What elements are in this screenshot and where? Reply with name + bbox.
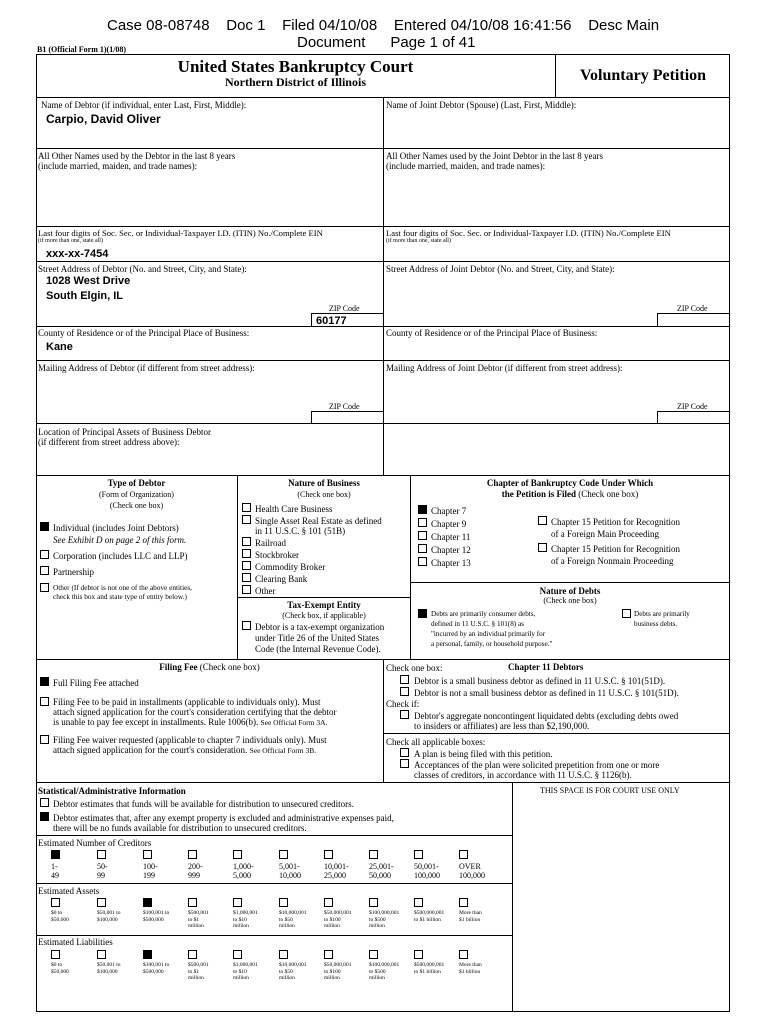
waiver-line2 xyxy=(53,745,316,756)
liabilities-label-7-2: to $100 xyxy=(324,968,341,975)
debtor-mailing-label: Mailing Address of Debtor (if different from street address): xyxy=(38,363,255,373)
waiver-line2-text: attach signed application for the court's consideration. xyxy=(53,745,248,755)
assets-label-5-2: to $10 xyxy=(233,916,247,923)
tax-exempt-title: Tax-Exempt Entity xyxy=(287,600,361,610)
creditors-label-5-2: 5,000 xyxy=(233,871,251,880)
filed-date: Filed 04/10/08 xyxy=(282,17,378,34)
nature-business-title: Nature of Business xyxy=(288,478,360,488)
case-number: Case 08-08748 xyxy=(107,17,210,34)
installment-line3-text: is unable to pay fee except in installments. Rule 1006(b). xyxy=(53,717,259,727)
liabilities-checkbox-3[interactable] xyxy=(143,950,152,959)
liabilities-label-1-1: $0 to xyxy=(51,962,63,968)
creditors-label-7-2: 25,000 xyxy=(324,871,346,880)
creditors-label-1-1: 1- xyxy=(51,862,58,871)
installment-form-ref: See Official Form 3A. xyxy=(260,718,328,727)
ch11-check-if: Check if: xyxy=(386,699,420,709)
creditors-label-3-1: 100- xyxy=(143,862,158,871)
other-entity-checkbox[interactable] xyxy=(40,583,49,592)
creditors-label-6-1: 5,001- xyxy=(279,862,300,871)
railroad-label: Railroad xyxy=(255,538,286,548)
creditors-label-3-2: 199 xyxy=(143,871,155,880)
creditors-label-9-2: 100,000 xyxy=(414,871,440,880)
assets-label-4-3: million xyxy=(188,923,204,929)
funds-available-checkbox[interactable] xyxy=(40,798,49,807)
chapter-9-label: Chapter 9 xyxy=(431,519,467,529)
liabilities-label-4-1: $500,001 xyxy=(188,962,209,968)
debtor-other-names-label: All Other Names used by the Debtor in the last 8 years xyxy=(38,151,236,161)
creditors-label-2-1: 50- xyxy=(97,862,108,871)
creditors-label: Estimated Number of Creditors xyxy=(38,838,152,848)
consumer-debts-line3: "incurred by an individual primarily for xyxy=(431,630,546,638)
acceptances-line1: Acceptances of the plan were solicited prepetition from one or more xyxy=(414,760,660,770)
creditors-label-8-2: 50,000 xyxy=(369,871,391,880)
consumer-debts-line4: a personal, family, or household purpose." xyxy=(431,640,553,648)
creditors-label-10-2: 100,000 xyxy=(459,871,485,880)
assets-label-1-1: $0 to xyxy=(51,910,63,916)
consumer-debts-line1: Debts are primarily consumer debts, xyxy=(431,610,536,618)
chapter-15-main-line2: of a Foreign Main Proceeding xyxy=(551,529,659,539)
tax-exempt-checkbox[interactable] xyxy=(242,621,251,630)
liabilities-label-10-2: $1 billion xyxy=(459,968,481,975)
chapter-15-nonmain-checkbox[interactable] xyxy=(538,543,547,552)
assets-checkbox-9[interactable] xyxy=(414,898,423,907)
creditors-label-1-2: 49 xyxy=(51,871,59,880)
liabilities-label-1-2: $50,000 xyxy=(51,968,69,975)
case-stamp-line2 xyxy=(297,35,475,51)
creditors-checkbox-1[interactable] xyxy=(51,850,60,859)
liabilities-label-4-2: to $1 xyxy=(188,968,200,975)
business-debts-checkbox[interactable] xyxy=(622,609,631,618)
debtor-zip: 60177 xyxy=(316,315,347,327)
joint-mailing-label: Mailing Address of Joint Debtor (if different from street address): xyxy=(386,363,623,373)
single-asset-label: Single Asset Real Estate as defined xyxy=(255,516,382,526)
corporation-label: Corporation (includes LLC and LLP) xyxy=(53,551,188,561)
chapter-title2-sub: (Check one box) xyxy=(578,489,639,499)
doc-number: Doc 1 xyxy=(226,17,266,34)
liabilities-label-4-3: million xyxy=(188,975,204,981)
joint-name-label: Name of Joint Debtor (Spouse) (Last, First, Middle): xyxy=(386,100,577,110)
assets-label-2-1: $50,001 to xyxy=(97,910,121,916)
funds-available-label: Debtor estimates that funds will be available for distribution to unsecured creditors. xyxy=(53,799,354,809)
creditors-checkbox-5[interactable] xyxy=(233,850,242,859)
liabilities-label-3-1: $100,001 to xyxy=(143,962,170,968)
creditors-label-2-2: 99 xyxy=(97,871,105,880)
single-asset-checkbox[interactable] xyxy=(242,515,251,524)
debtor-ssn-sub: (if more than one, state all) xyxy=(38,238,103,244)
fee-waiver-checkbox[interactable] xyxy=(40,735,49,744)
assets-checkbox-5[interactable] xyxy=(233,898,242,907)
liabilities-label-9-2: to $1 billion xyxy=(414,968,441,975)
clearing-bank-label: Clearing Bank xyxy=(255,574,308,584)
debtor-street1: 1028 West Drive xyxy=(46,275,131,287)
entered-date: Entered 04/10/08 16:41:56 xyxy=(393,17,572,34)
assets-label-2-2: $100,000 xyxy=(97,916,118,923)
liabilities-label-8-2: to $500 xyxy=(369,968,386,975)
assets-label-8-2: to $500 xyxy=(369,916,386,923)
plan-filed-checkbox[interactable] xyxy=(400,748,409,757)
case-stamp-line1 xyxy=(107,18,659,34)
no-funds-line2: there will be no funds available for distribution to unsecured creditors. xyxy=(53,823,307,833)
location-label1: Location of Principal Assets of Business Debtor xyxy=(38,427,211,437)
creditors-checkbox-6[interactable] xyxy=(279,850,288,859)
liabilities-label-5-1: $1,000,001 xyxy=(233,962,258,968)
liabilities-label-7-1: $50,000,001 xyxy=(324,962,352,968)
debtor-name-label: Name of Debtor (if individual, enter Last, First, Middle): xyxy=(41,100,247,110)
assets-checkbox-2[interactable] xyxy=(97,898,106,907)
assets-checkbox-3[interactable] xyxy=(143,898,152,907)
filing-fee-title xyxy=(36,662,383,672)
aggregate-debts-checkbox[interactable] xyxy=(400,710,409,719)
other-business-checkbox[interactable] xyxy=(242,585,251,594)
other-entity-label1: Other (If debtor is not one of the above entities, xyxy=(53,583,193,592)
no-funds-checkbox[interactable] xyxy=(40,812,49,821)
liabilities-label-5-3: million xyxy=(233,975,249,981)
creditors-checkbox-7[interactable] xyxy=(324,850,333,859)
liabilities-checkbox-4[interactable] xyxy=(188,950,197,959)
assets-checkbox-4[interactable] xyxy=(188,898,197,907)
debtor-mail-zip-label: ZIP Code xyxy=(329,402,360,411)
waiver-form-ref: See Official Form 3B. xyxy=(249,746,317,755)
chapter-7-checkbox[interactable] xyxy=(418,505,427,514)
chapter-12-label: Chapter 12 xyxy=(431,545,471,555)
assets-label-3-2: $500,000 xyxy=(143,916,164,923)
consumer-debts-checkbox[interactable] xyxy=(418,609,427,618)
liabilities-label-9-1: $500,000,001 xyxy=(414,962,445,968)
liabilities-label-2-2: $100,000 xyxy=(97,968,118,975)
debtor-zip-label: ZIP Code xyxy=(329,304,360,313)
assets-label-8-1: $100,000,001 xyxy=(369,910,400,916)
joint-county-label: County of Residence or of the Principal Place of Business: xyxy=(386,328,598,338)
chapter-15-main-line1: Chapter 15 Petition for Recognition xyxy=(551,517,680,527)
creditors-label-4-2: 999 xyxy=(188,871,200,880)
individual-checkbox[interactable] xyxy=(40,522,49,531)
plan-filed-label: A plan is being filed with this petition. xyxy=(414,749,553,759)
chapter-15-nonmain-line1: Chapter 15 Petition for Recognition xyxy=(551,544,680,554)
aggregate-debts-line1: Debtor's aggregate noncontingent liquidated debts (excluding debts owed xyxy=(414,711,679,721)
liabilities-label-10-1: More than xyxy=(459,962,482,968)
joint-ssn-sub: (if more than one, state all) xyxy=(386,238,451,244)
other-entity-label2: check this box and state type of entity below.) xyxy=(53,592,187,601)
ch11-title: Chapter 11 Debtors xyxy=(508,662,584,672)
creditors-label-5-1: 1,000- xyxy=(233,862,254,871)
type-of-debtor-sub2: (Check one box) xyxy=(109,501,164,510)
exhibit-d-note: See Exhibit D on page 2 of this form. xyxy=(53,535,187,545)
assets-label-7-1: $50,000,001 xyxy=(324,910,352,916)
creditors-label-7-1: 10,001- xyxy=(324,862,349,871)
other-business-label: Other xyxy=(255,586,276,596)
chapter-11-checkbox[interactable] xyxy=(418,531,427,540)
acceptances-line2: classes of creditors, in accordance with 11 U.S.C. § 1126(b). xyxy=(414,770,632,780)
filing-fee-title-bold: Filing Fee xyxy=(159,662,198,672)
creditors-label-9-1: 50,001- xyxy=(414,862,439,871)
chapter-11-label: Chapter 11 xyxy=(431,532,471,542)
court-name: United States Bankruptcy Court xyxy=(177,57,414,76)
tax-exempt-sub: (Check box, if applicable) xyxy=(282,611,366,620)
debtor-street-label: Street Address of Debtor (No. and Street, City, and State): xyxy=(38,264,247,274)
assets-label-5-3: million xyxy=(233,923,249,929)
debtor-name: Carpio, David Oliver xyxy=(46,112,161,126)
assets-checkbox-10[interactable] xyxy=(459,898,468,907)
liabilities-checkbox-9[interactable] xyxy=(414,950,423,959)
creditors-checkbox-8[interactable] xyxy=(369,850,378,859)
partnership-checkbox[interactable] xyxy=(40,566,49,575)
liabilities-checkbox-7[interactable] xyxy=(324,950,333,959)
chapter-9-checkbox[interactable] xyxy=(418,518,427,527)
health-care-label: Health Care Business xyxy=(255,504,333,514)
chapter-15-main-checkbox[interactable] xyxy=(538,516,547,525)
assets-label-7-2: to $100 xyxy=(324,916,341,923)
nature-business-sub: (Check one box) xyxy=(297,490,351,499)
assets-label-6-1: $10,000,001 xyxy=(279,910,307,916)
no-funds-line1: Debtor estimates that, after any exempt property is excluded and administrative expenses paid, xyxy=(53,813,394,823)
tax-exempt-line3: Code (the Internal Revenue Code). xyxy=(255,644,381,654)
debtor-street2: South Elgin, IL xyxy=(46,290,123,302)
joint-mail-zip-box xyxy=(657,411,730,424)
assets-label-7-3: million xyxy=(324,923,340,929)
joint-other-names-sub: (include married, maiden, and trade names): xyxy=(386,161,546,171)
court-district: Northern District of Illinois xyxy=(225,75,366,89)
creditors-label-6-2: 10,000 xyxy=(279,871,301,880)
full-fee-checkbox[interactable] xyxy=(40,677,49,686)
stockbroker-label: Stockbroker xyxy=(255,550,299,560)
type-of-debtor-title: Type of Debtor xyxy=(107,478,166,488)
liabilities-checkbox-1[interactable] xyxy=(51,950,60,959)
creditors-checkbox-10[interactable] xyxy=(459,850,468,859)
liabilities-label-8-3: million xyxy=(369,975,385,981)
debtor-ssn-label: Last four digits of Soc. Sec. or Individual-Taxpayer I.D. (ITIN) No./Complete EIN xyxy=(38,228,323,238)
creditors-checkbox-2[interactable] xyxy=(97,850,106,859)
not-small-business-checkbox[interactable] xyxy=(400,687,409,696)
assets-label-10-2: $1 billion xyxy=(459,916,481,923)
assets-checkbox-1[interactable] xyxy=(51,898,60,907)
liabilities-checkbox-6[interactable] xyxy=(279,950,288,959)
location-label2: (if different from street address above): xyxy=(38,437,180,447)
ch11-check-one: Check one box: xyxy=(386,663,443,673)
liabilities-label-7-3: million xyxy=(324,975,340,981)
corporation-checkbox[interactable] xyxy=(40,550,49,559)
assets-label-8-3: million xyxy=(369,923,385,929)
form-id: B1 (Official Form 1)(1/08) xyxy=(37,45,127,54)
creditors-checkbox-4[interactable] xyxy=(188,850,197,859)
assets-label-3-1: $100,001 to xyxy=(143,910,170,916)
chapter-title1: Chapter of Bankruptcy Code Under Which xyxy=(486,478,654,488)
assets-checkbox-8[interactable] xyxy=(369,898,378,907)
commodity-broker-checkbox[interactable] xyxy=(242,561,251,570)
document-label: Document xyxy=(297,34,366,51)
stockbroker-checkbox[interactable] xyxy=(242,549,251,558)
debtor-mail-zip-box xyxy=(311,411,384,424)
commodity-broker-label: Commodity Broker xyxy=(255,562,326,572)
filing-fee-title-sub: (Check one box) xyxy=(199,662,260,672)
ch11-check-all: Check all applicable boxes: xyxy=(386,737,486,747)
business-debts-line1: Debts are primarily xyxy=(634,610,690,618)
liabilities-checkbox-2[interactable] xyxy=(97,950,106,959)
assets-label-1-2: $50,000 xyxy=(51,916,69,923)
chapter-13-label: Chapter 13 xyxy=(431,558,471,568)
installment-line1: Filing Fee to be paid in installments (applicable to individuals only). Must xyxy=(53,697,321,707)
installment-line3 xyxy=(53,717,327,728)
consumer-debts-line2: defined in 11 U.S.C. § 101(8) as xyxy=(431,620,524,628)
page-indicator: Page 1 of 41 xyxy=(390,34,476,51)
assets-checkbox-6[interactable] xyxy=(279,898,288,907)
business-debts-line2: business debts. xyxy=(634,620,678,628)
debtor-county-label: County of Residence or of the Principal Place of Business: xyxy=(38,328,250,338)
liabilities-checkbox-10[interactable] xyxy=(459,950,468,959)
liabilities-checkbox-5[interactable] xyxy=(233,950,242,959)
full-fee-label: Full Filing Fee attached xyxy=(53,678,139,688)
tax-exempt-line2: under Title 26 of the United States xyxy=(255,633,379,643)
small-business-label: Debtor is a small business debtor as defined in 11 U.S.C. § 101(51D). xyxy=(414,676,666,686)
creditors-checkbox-3[interactable] xyxy=(143,850,152,859)
assets-label-4-1: $500,001 xyxy=(188,910,209,916)
assets-label-9-2: to $1 billion xyxy=(414,916,441,923)
joint-mail-zip-label: ZIP Code xyxy=(677,402,708,411)
liabilities-label-6-2: to $50 xyxy=(279,968,293,975)
joint-other-names-label: All Other Names used by the Joint Debtor in the last 8 years xyxy=(386,151,603,161)
joint-zip-box xyxy=(657,313,730,327)
debtor-ssn: xxx-xx-7454 xyxy=(46,248,109,260)
assets-label-10-1: More than xyxy=(459,910,482,916)
assets-checkbox-7[interactable] xyxy=(324,898,333,907)
chapter-title2-bold: the Petition is Filed xyxy=(501,489,576,499)
small-business-checkbox[interactable] xyxy=(400,675,409,684)
nature-debts-title: Nature of Debts xyxy=(539,586,601,596)
type-of-debtor-sub1: (Form of Organization) xyxy=(99,490,174,499)
assets-label: Estimated Assets xyxy=(38,886,100,896)
tax-exempt-line1: Debtor is a tax-exempt organization xyxy=(255,622,385,632)
assets-label-4-2: to $1 xyxy=(188,916,200,923)
single-asset-cite: in 11 U.S.C. § 101 (51B) xyxy=(255,526,346,536)
installment-line2: attach signed application for the court's consideration certifying that the debtor xyxy=(53,707,337,717)
court-use-only: THIS SPACE IS FOR COURT USE ONLY xyxy=(540,786,680,795)
aggregate-debts-line2: to insiders or affiliates) are less than $2,190,000. xyxy=(414,721,590,731)
acceptances-checkbox[interactable] xyxy=(400,759,409,768)
joint-zip-label: ZIP Code xyxy=(677,304,708,313)
petition-type: Voluntary Petition xyxy=(579,67,707,84)
joint-street-label: Street Address of Joint Debtor (No. and Street, City, and State): xyxy=(386,264,615,274)
liabilities-label: Estimated Liabilities xyxy=(38,937,113,947)
assets-label-6-2: to $50 xyxy=(279,916,293,923)
partnership-label: Partnership xyxy=(53,567,94,577)
creditors-label-4-1: 200- xyxy=(188,862,203,871)
joint-ssn-label: Last four digits of Soc. Sec. or Individual-Taxpayer I.D. (ITIN) No./Complete EIN xyxy=(386,228,671,238)
liabilities-label-3-2: $500,000 xyxy=(143,968,164,975)
chapter-12-checkbox[interactable] xyxy=(418,544,427,553)
assets-label-6-3: million xyxy=(279,923,295,929)
liabilities-label-6-1: $10,000,001 xyxy=(279,962,307,968)
liabilities-label-6-3: million xyxy=(279,975,295,981)
creditors-label-8-1: 25,001- xyxy=(369,862,394,871)
creditors-checkbox-9[interactable] xyxy=(414,850,423,859)
nature-debts-sub: (Check one box) xyxy=(543,596,597,605)
debtor-county: Kane xyxy=(46,341,73,353)
chapter-title2 xyxy=(410,489,730,499)
liabilities-label-2-1: $50,001 to xyxy=(97,962,121,968)
railroad-checkbox[interactable] xyxy=(242,537,251,546)
chapter-13-checkbox[interactable] xyxy=(418,557,427,566)
assets-label-9-1: $500,000,001 xyxy=(414,910,445,916)
assets-label-5-1: $1,000,001 xyxy=(233,910,258,916)
chapter-15-nonmain-line2: of a Foreign Nonmain Proceeding xyxy=(551,556,674,566)
liabilities-label-8-1: $100,000,001 xyxy=(369,962,400,968)
liabilities-checkbox-8[interactable] xyxy=(369,950,378,959)
chapter-7-label: Chapter 7 xyxy=(431,506,467,516)
clearing-bank-checkbox[interactable] xyxy=(242,573,251,582)
health-care-checkbox[interactable] xyxy=(242,503,251,512)
installment-fee-checkbox[interactable] xyxy=(40,697,49,706)
desc-main: Desc Main xyxy=(588,17,660,34)
stat-title: Statistical/Administrative Information xyxy=(38,786,186,796)
not-small-business-label: Debtor is not a small business debtor as defined in 11 U.S.C. § 101(51D). xyxy=(414,688,679,698)
individual-label: Individual (includes Joint Debtors) xyxy=(53,523,179,533)
debtor-other-names-sub: (include married, maiden, and trade names): xyxy=(38,161,198,171)
liabilities-label-5-2: to $10 xyxy=(233,968,247,975)
waiver-line1: Filing Fee waiver requested (applicable to chapter 7 individuals only). Must xyxy=(53,735,327,745)
creditors-label-10-1: OVER xyxy=(459,862,481,871)
